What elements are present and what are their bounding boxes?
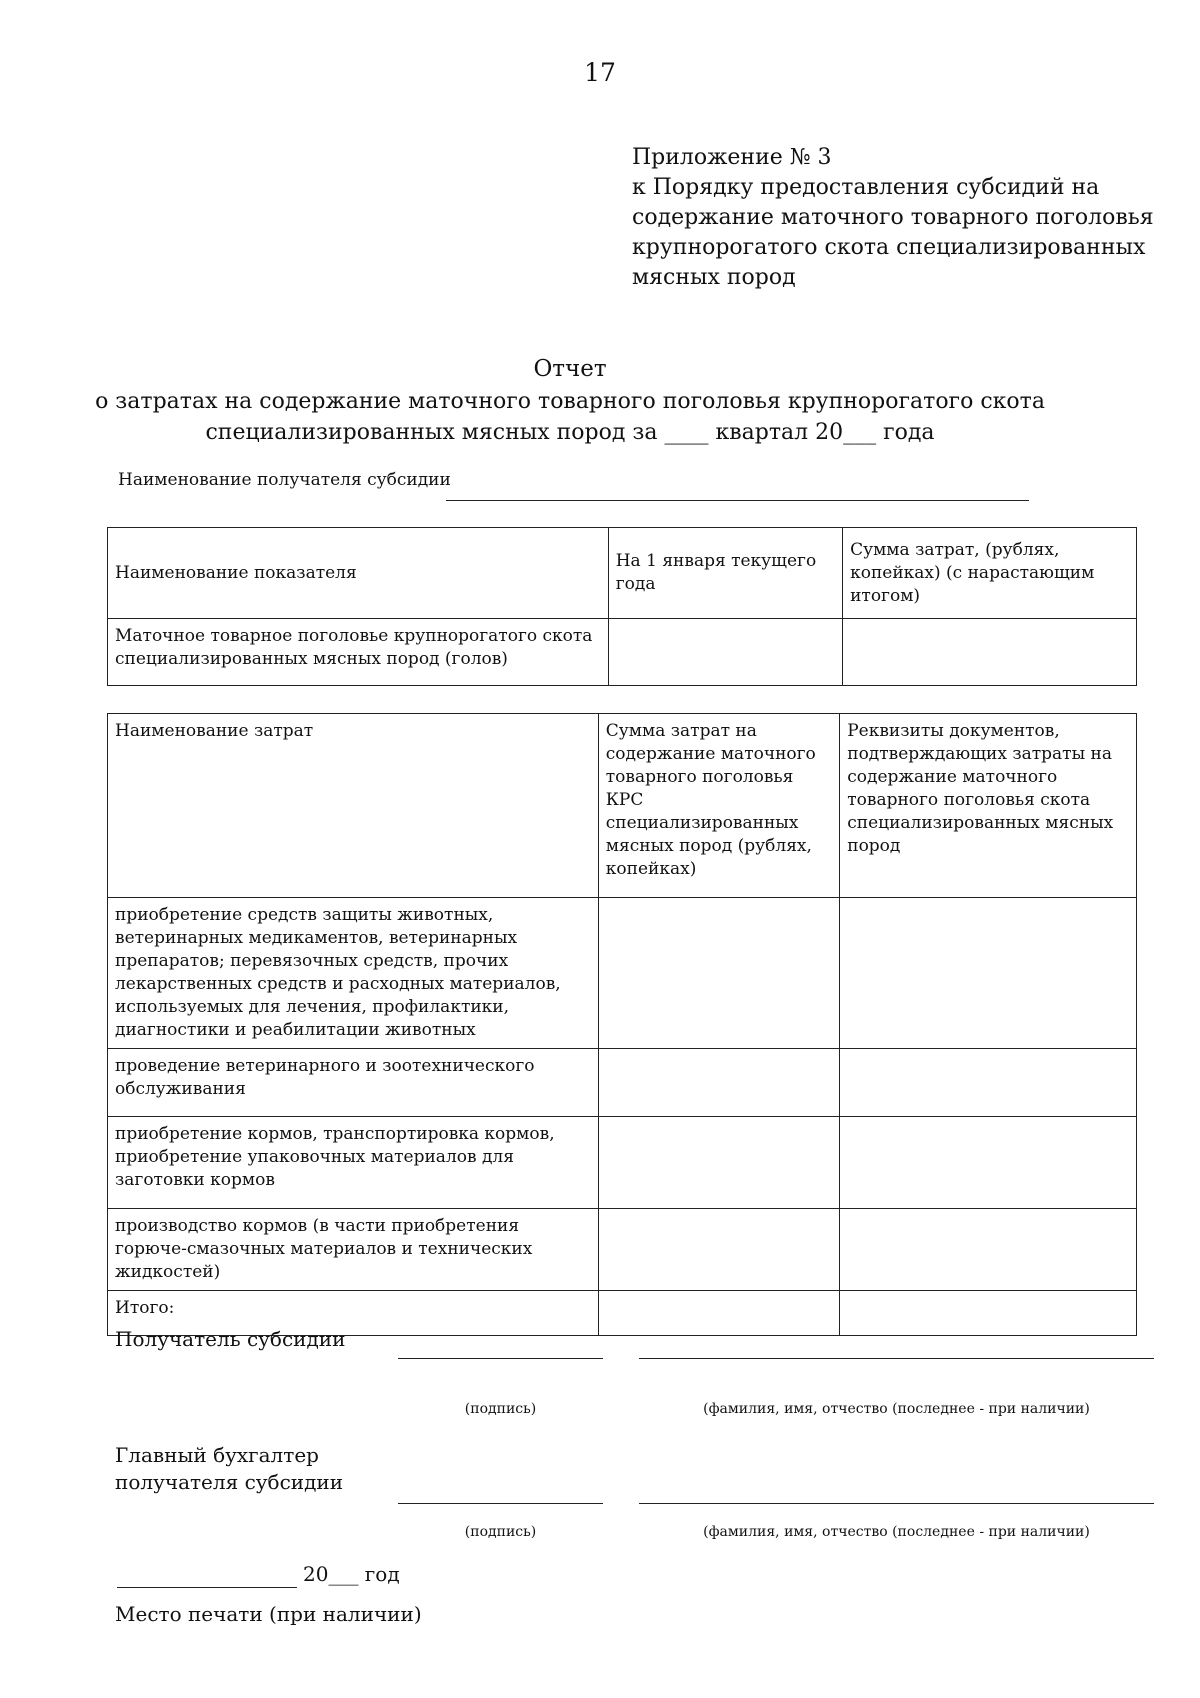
table-row [108, 1117, 1137, 1209]
name-caption: (фамилия, имя, отчество (последнее - при наличии) [703, 1524, 1090, 1540]
table-input-cell[interactable] [840, 1049, 1137, 1117]
table-input-cell[interactable] [598, 1049, 839, 1117]
name-caption: (фамилия, имя, отчество (последнее - при наличии) [703, 1401, 1090, 1417]
page-number: 17 [584, 58, 616, 87]
table-input-cell[interactable] [598, 1117, 839, 1209]
table-cell: производство кормов (в части приобретения горюче-смазочных материалов и технических жидкостей) [108, 1209, 599, 1291]
table-input-cell[interactable] [840, 898, 1137, 1049]
recipient-name-field[interactable] [446, 500, 1029, 501]
table-row [108, 1209, 1137, 1291]
recipient-signature-field[interactable] [398, 1358, 603, 1359]
accountant-label-line: получателя субсидии [115, 1470, 344, 1494]
report-subtitle [0, 386, 1140, 448]
table-cell: приобретение средств защиты животных, ветеринарных медикаментов, ветеринарных препаратов; перевязочных средств, прочих лекарственных средств и расходных материалов, используемых для лечения, профилактики, диагностики и реабилитации животных [108, 898, 599, 1049]
table-header-row [108, 714, 1137, 898]
accountant-name-field[interactable] [639, 1503, 1154, 1504]
recipient-signature-label: Получатель субсидии [115, 1327, 346, 1351]
report-title: Отчет [533, 356, 607, 382]
report-subtitle-line: о затратах на содержание маточного товарного поголовья крупнорогатого скота [95, 389, 1045, 414]
table-header: Реквизиты документов, подтверждающих затраты на содержание маточного товарного поголовья скота специализированных мясных пород [840, 714, 1137, 898]
livestock-table [107, 527, 1137, 686]
table-input-cell[interactable] [598, 1209, 839, 1291]
table-input-cell[interactable] [608, 619, 842, 686]
appendix-line: крупнорогатого скота специализированных [632, 235, 1146, 260]
report-subtitle-line: специализированных мясных пород за ____ квартал 20___ года [205, 420, 935, 445]
date-field[interactable] [117, 1587, 297, 1588]
appendix-line: содержание маточного товарного поголовья [632, 205, 1154, 230]
table-row [108, 1049, 1137, 1117]
table-input-cell[interactable] [843, 619, 1137, 686]
table-input-cell[interactable] [598, 898, 839, 1049]
accountant-signature-field[interactable] [398, 1503, 603, 1504]
table-cell: Маточное товарное поголовье крупнорогатого скота специализированных мясных пород (голов) [108, 619, 609, 686]
table-input-cell[interactable] [598, 1291, 839, 1336]
table-header: На 1 января текущего года [608, 528, 842, 619]
table-input-cell[interactable] [840, 1291, 1137, 1336]
accountant-label-line: Главный бухгалтер [115, 1443, 319, 1467]
appendix-note [632, 143, 1172, 293]
recipient-name-label: Наименование получателя субсидии [118, 470, 451, 490]
table-input-cell[interactable] [840, 1209, 1137, 1291]
table-header: Наименование затрат [108, 714, 599, 898]
expenses-table [107, 713, 1137, 1336]
table-row [108, 619, 1137, 686]
table-header-row [108, 528, 1137, 619]
recipient-name-field[interactable] [639, 1358, 1154, 1359]
appendix-line: Приложение № 3 [632, 145, 832, 170]
table-input-cell[interactable] [840, 1117, 1137, 1209]
table-header: Наименование показателя [108, 528, 609, 619]
appendix-line: мясных пород [632, 265, 796, 290]
date-year-text: 20___ год [303, 1562, 400, 1586]
table-cell: проведение ветеринарного и зоотехнического обслуживания [108, 1049, 599, 1117]
table-cell: приобретение кормов, транспортировка кормов, приобретение упаковочных материалов для заготовки кормов [108, 1117, 599, 1209]
signature-caption: (подпись) [464, 1524, 537, 1540]
stamp-place-text: Место печати (при наличии) [115, 1602, 422, 1626]
table-cell-total: Итого: [108, 1291, 599, 1336]
table-header: Сумма затрат на содержание маточного товарного поголовья КРС специализированных мясных пород (рублях, копейках) [598, 714, 839, 898]
table-row [108, 898, 1137, 1049]
appendix-line: к Порядку предоставления субсидий на [632, 175, 1100, 200]
signature-caption: (подпись) [464, 1401, 537, 1417]
table-header: Сумма затрат, (рублях, копейках) (с нарастающим итогом) [843, 528, 1137, 619]
